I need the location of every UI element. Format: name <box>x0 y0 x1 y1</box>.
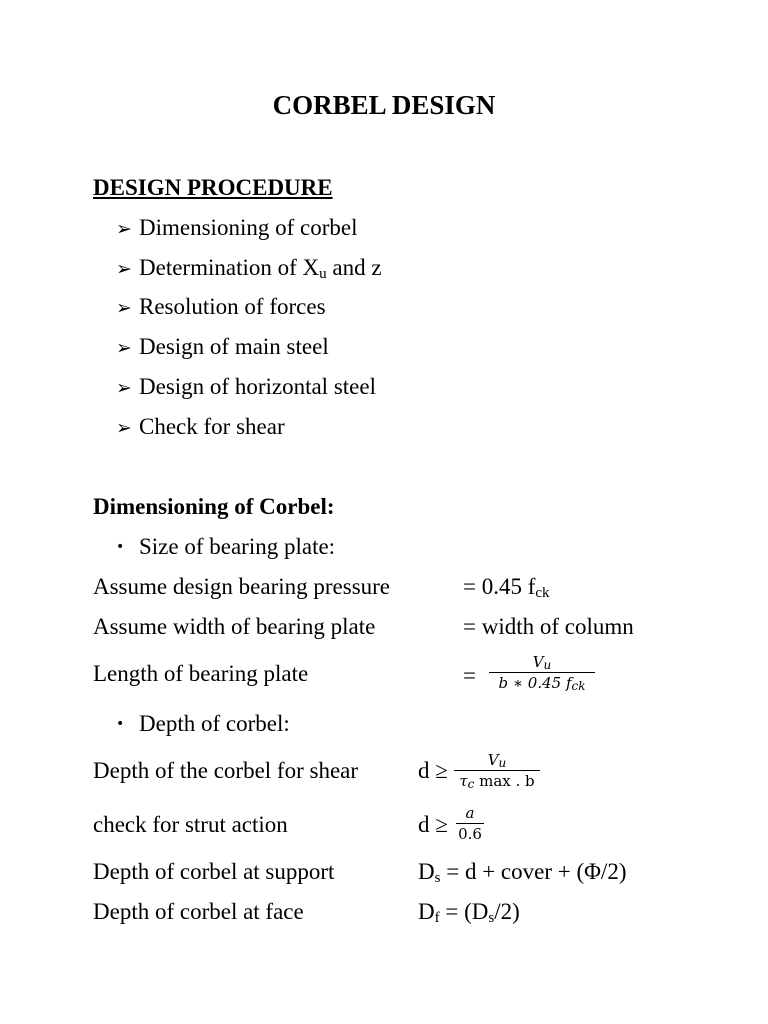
bearing-pressure-label: Assume design bearing pressure <box>93 574 391 599</box>
fraction-denominator: 0.6 <box>458 825 482 843</box>
procedure-item-text: Design of horizontal steel <box>139 374 376 399</box>
design-procedure-heading: DESIGN PROCEDURE <box>93 175 333 200</box>
procedure-item-text: Check for shear <box>139 414 285 439</box>
procedure-item-text: Dimensioning of corbel <box>139 215 358 240</box>
bearing-pressure-value <box>463 573 550 601</box>
value-text: = 0.45 f <box>463 574 536 599</box>
page-title: CORBEL DESIGN <box>272 90 496 120</box>
shear-depth-fraction <box>454 750 540 791</box>
bearing-length-label: Length of bearing plate <box>93 661 309 686</box>
shear-depth-lhs: d ≥ <box>418 758 448 783</box>
fraction-denominator: $\tau_c$ max . b <box>459 772 535 791</box>
shear-depth-label: Depth of the corbel for shear <box>93 758 359 783</box>
bullet-icon: • <box>116 539 125 555</box>
fraction-numerator: a <box>465 804 475 822</box>
bullet-text: Size of bearing plate: <box>139 534 336 559</box>
procedure-item-resolution <box>116 293 326 322</box>
bearing-width-label: Assume width of bearing plate <box>93 614 376 639</box>
support-depth-value: $D_s = d$ + cover + (Φ/2) <box>418 859 627 886</box>
arrow-bullet-icon: ➢ <box>116 258 132 280</box>
arrow-bullet-icon: ➢ <box>116 337 132 359</box>
bullet-depth-corbel <box>116 710 290 738</box>
face-depth-label: Depth of corbel at face <box>93 899 304 924</box>
arrow-bullet-icon: ➢ <box>116 218 132 240</box>
procedure-item-text: Determination of X <box>139 255 320 280</box>
support-depth-label: Depth of corbel at support <box>93 859 335 884</box>
bearing-length-eq: = <box>463 663 476 688</box>
procedure-item-main-steel <box>116 333 329 362</box>
subscript: u <box>319 266 327 282</box>
procedure-item-xu-z <box>116 254 382 283</box>
strut-action-lhs: d ≥ <box>418 812 448 837</box>
dimensioning-heading: Dimensioning of Corbel: <box>93 494 335 519</box>
procedure-item-dimensioning <box>116 214 357 243</box>
arrow-bullet-icon: ➢ <box>116 377 132 399</box>
fraction-numerator: $V_u$ <box>532 653 552 672</box>
arrow-bullet-icon: ➢ <box>116 297 132 319</box>
bearing-width-value: = width of column <box>463 614 634 639</box>
bullet-bearing-plate <box>116 533 335 561</box>
fraction-numerator: $V_u$ <box>487 751 507 770</box>
procedure-item-shear <box>116 413 285 442</box>
procedure-item-text: and z <box>326 255 382 280</box>
strut-action-label: check for strut action <box>93 812 288 837</box>
bullet-text: Depth of corbel: <box>139 711 290 736</box>
fraction-denominator: b ∗ 0.45 $f_{ck}$ <box>498 674 586 693</box>
procedure-item-text: Resolution of forces <box>139 294 326 319</box>
face-depth-value: $D_f = (D_s/2)$ <box>418 899 520 926</box>
procedure-item-text: Design of main steel <box>139 334 329 359</box>
subscript: ck <box>535 585 550 601</box>
procedure-item-horizontal-steel <box>116 373 376 402</box>
bullet-icon: • <box>116 716 125 732</box>
bearing-length-fraction <box>489 652 595 693</box>
arrow-bullet-icon: ➢ <box>116 417 132 439</box>
strut-action-fraction <box>456 803 484 844</box>
